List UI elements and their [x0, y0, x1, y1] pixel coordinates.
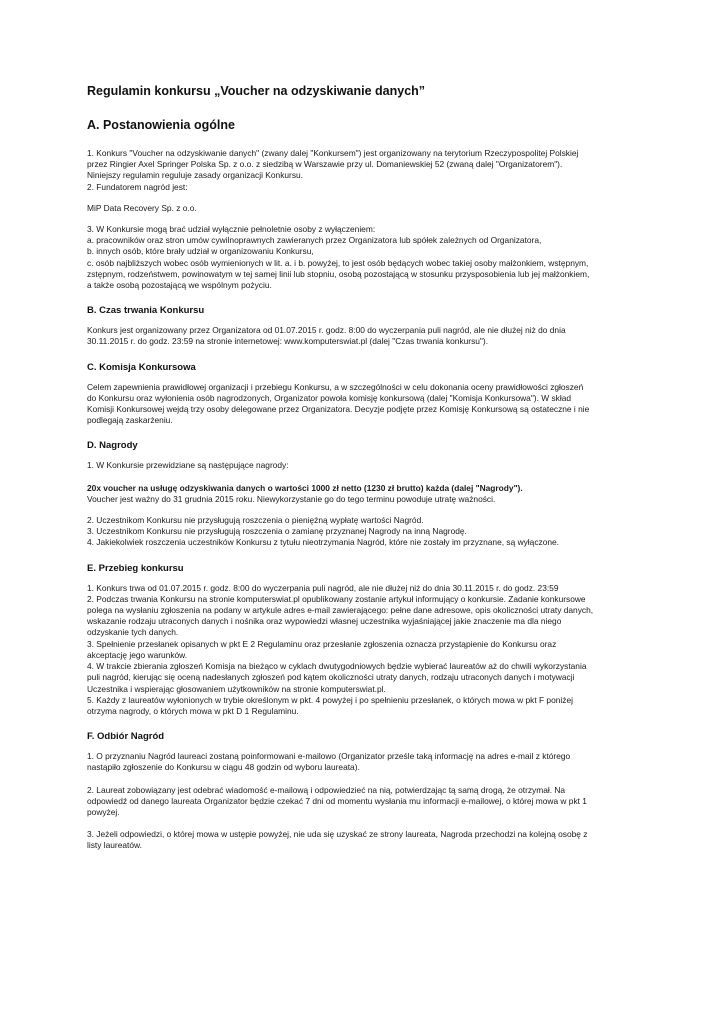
document-body [87, 84, 647, 852]
section-f-paragraph-1: 1. O przyznaniu Nagród laureaci zostaną poinformowani e-mailowo (Organizator prześle taką informację na adres e-mail z którego nastąpiło zgłoszenie do Konkursu w ciągu 48 godzin od wyboru laureata). [87, 751, 571, 773]
section-e-heading: E. Przebieg konkursu [87, 562, 184, 574]
document-title: Regulamin konkursu „Voucher na odzyskiwanie danych” [87, 84, 426, 98]
section-a-paragraph-2: MiP Data Recovery Sp. z o.o. [87, 202, 197, 213]
section-d-heading: D. Nagrody [87, 440, 138, 452]
section-a-paragraph-3: 3. W Konkursie mogą brać udział wyłącznie pełnoletnie osoby z wyłączeniem: a. pracowników oraz stron umów cywilnoprawnych zawieranych przez Organizatora lub spółek zależnych od Organizatora, b. innych osób, które brały udział w organizowaniu Konkursu, c. osób najbliższych wobec osób wymienionych w lit. a. i b. powyżej, to jest osób będących wobec takiej osoby małżonkiem, wstępnym, zstępnym, rodzeństwem, powinowatym w tej samej linii lub stopniu, osobą pozostającą w stosunku przysposobienia lub jej małżonkiem, a także osobą pozostającą we wspólnym pożyciu. [87, 224, 590, 291]
section-f-paragraph-2: 2. Laureat zobowiązany jest odebrać wiadomość e-mailową i odpowiedzieć na nią, potwierdzając tą samą drogą, że otrzymał. Na odpowiedź od danego laureata Organizator będzie czekać 7 dni od momentu wysłania mu informacji e-mailowej, o której mowa w pkt 1 powyżej. [87, 784, 587, 817]
section-e-paragraph-1: 1. Konkurs trwa od 01.07.2015 r. godz. 8:00 do wyczerpania puli nagród, ale nie dłużej niż do dnia 30.11.2015 r. do godz. 23:59 2. Podczas trwania Konkursu na stronie komputerswiat.pl opublikowany zostanie artykuł informujący o konkursie. Zadanie konkursowe polega na wysłaniu zgłoszenia na podany w artykule adres e-mail zawierającego: pełne dane adresowe, opis okoliczności utraty danych, wskazanie rodzaju utraconych danych i nośnika oraz wypowiedzi własnej uczestnika wyjaśniającej jakie znaczenie ma dla niego odzyskanie tych danych. 3. Spełnienie przesłanek opisanych w pkt E 2 Regulaminu oraz przesłanie zgłoszenia oznacza przystąpienie do Konkursu oraz akceptację jego warunków. 4. W trakcie zbierania zgłoszeń Komisja na bieżąco w cyklach dwutygodniowych będzie wybierać laureatów aż do chwili wykorzystania puli nagród, kierując się oceną nadesłanych zgłoszeń pod kątem okoliczności utraty danych, rodzaju utraconych danych i motywacji Uczestnika i wspierając głosowaniem użytkowników na stronie komputerswiat.pl. 5. Każdy z laureatów wyłonionych w trybie określonym w pkt. 4 powyżej i po spełnieniu przesłanek, o których mowa w pkt F poniżej otrzyma nagrody, o których mowa w pkt D 1 Regulaminu. [87, 582, 594, 716]
section-c-heading: C. Komisja Konkursowa [87, 361, 196, 373]
section-a-paragraph-1: 1. Konkurs "Voucher na odzyskiwanie danych" (zwany dalej "Konkursem") jest organizowany na terytorium Rzeczypospolitej Polskiej przez Ringier Axel Springer Polska Sp. z o.o. z siedzibą w Warszawie przy ul. Domaniewskiej 52 (zwaną dalej "Organizatorem"). Niniejszy regulamin reguluje zasady organizacji Konkursu. 2. Fundatorem nagród jest: [87, 148, 579, 192]
section-c-paragraph-1: Celem zapewnienia prawidłowej organizacji i przebiegu Konkursu, a w szczególności w celu dokonania oceny prawidłowości zgłoszeń do Konkursu oraz wyłonienia osób nagrodzonych, Organizator powoła komisję konkursową (dalej "Komisja Konkursowa"). W skład Komisji Konkursowej wejdą trzy osoby delegowane przez Organizatora. Decyzje podjęte przez Komisję Konkursową są ostateczne i nie podlegają zaskarżeniu. [87, 381, 590, 426]
section-b-heading: B. Czas trwania Konkursu [87, 305, 205, 317]
section-d-voucher-validity: Voucher jest ważny do 31 grudnia 2015 roku. Niewykorzystanie go do tego terminu powoduje utratę ważności. [87, 493, 496, 504]
section-d-paragraph-3: 2. Uczestnikom Konkursu nie przysługują roszczenia o pieniężną wypłatę wartości Nagród. 3. Uczestnikom Konkursu nie przysługują roszczenia o zamianę przyznanej Nagrody na inną Nagrodę. 4. Jakiekolwiek roszczenia uczestników Konkursu z tytułu nieotrzymania Nagród, które nie zostały im przyznane, są wyłączone. [87, 515, 560, 548]
section-d-prize-statement: 20x voucher na usługę odzyskiwania danych o wartości 1000 zł netto (1230 zł brutto) każda (dalej "Nagrody"). [87, 482, 523, 493]
section-f-paragraph-3: 3. Jeżeli odpowiedzi, o której mowa w ustępie powyżej, nie uda się uzyskać ze strony laureata, Nagroda przechodzi na kolejną osobę z listy laureatów. [87, 829, 588, 851]
section-b-paragraph-1: Konkurs jest organizowany przez Organizatora od 01.07.2015 r. godz. 8:00 do wyczerpania puli nagród, ale nie dłużej niż do dnia 30.11.2015 r. do godz. 23:59 na stronie internetowej: www.komputerswiat.pl (dalej "Czas trwania konkursu"). [87, 325, 566, 347]
section-d-paragraph-1: 1. W Konkursie przewidziane są następujące nagrody: [87, 460, 289, 471]
section-f-heading: F. Odbiór Nagród [87, 731, 165, 743]
section-a-heading: A. Postanowienia ogólne [87, 118, 235, 132]
